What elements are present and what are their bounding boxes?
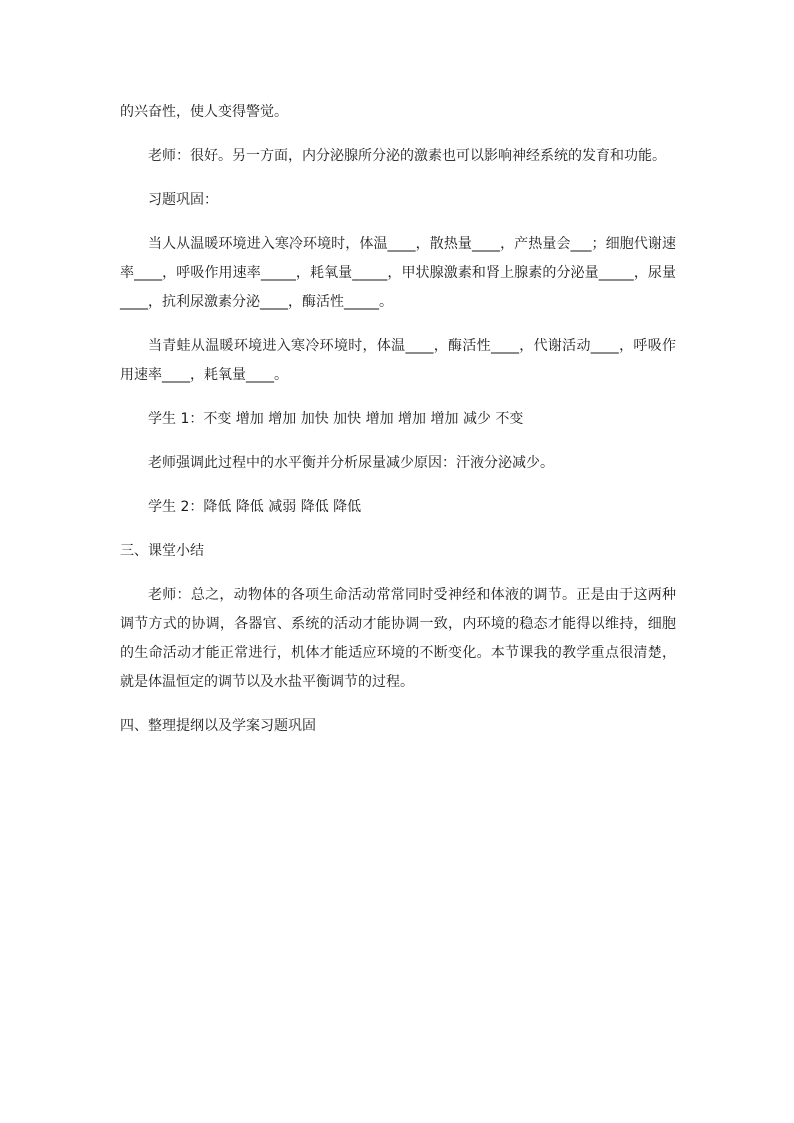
student-1-answer: 学生 1：不变 增加 增加 加快 加快 增加 增加 增加 减少 不变 (148, 411, 524, 427)
teacher-emphasis-paragraph: 老师强调此过程中的水平衡并分析尿量减少原因：汗液分泌减少。 (148, 455, 554, 471)
section-heading-summary: 三、课堂小结 (120, 543, 204, 559)
document-body (120, 98, 676, 756)
exercise-heading: 习题巩固： (148, 192, 218, 208)
section-heading-outline: 四、整理提纲以及学案习题巩固 (120, 718, 316, 734)
summary-paragraph: 老师：总之，动物体的各项生命活动常常同时受神经和体液的调节。正是由于这两种调节方式的协调，各器官、系统的活动才能协调一致，内环境的稳态才能得以维持，细胞的生命活动才能正常进行，机体才能适应环境的不断变化。本节课我的教学重点很清楚，就是体温恒定的调节以及水盐平衡调节的过程。 (120, 587, 676, 690)
teacher-remark-paragraph: 老师：很好。另一方面，内分泌腺所分泌的激素也可以影响神经系统的发育和功能。 (148, 148, 666, 164)
student-2-answer: 学生 2：降低 降低 减弱 降低 降低 (148, 499, 362, 515)
exercise-question-human: 当人从温暖环境进入寒冷环境时，体温____，散热量____，产热量会___；细胞代谢速率____，呼吸作用速率_____，耗氧量_____，甲状腺激素和肾上腺素的分泌量_____，尿量____，抗利尿激素分泌____，酶活性_____。 (120, 236, 676, 310)
paragraph-continuation: 的兴奋性，使人变得警觉。 (120, 104, 288, 120)
exercise-question-frog: 当青蛙从温暖环境进入寒冷环境时，体温____，酶活性____，代谢活动____，呼吸作用速率____，耗氧量____。 (120, 338, 676, 383)
